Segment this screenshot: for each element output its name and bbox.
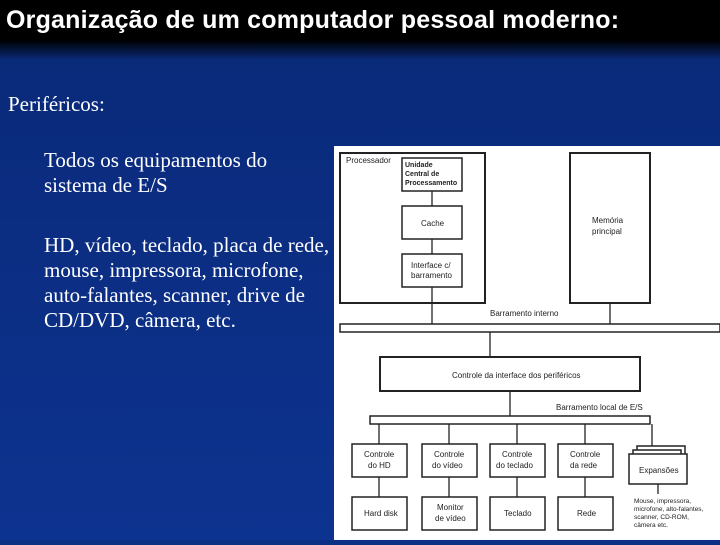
- ucp-label-line-1: Unidade: [405, 162, 433, 169]
- controller-network: [558, 444, 613, 477]
- bus-interface-label-line-2: barramento: [411, 271, 452, 280]
- controller-video-line-1: Controle: [434, 450, 465, 459]
- controller-network-line-2: da rede: [570, 461, 598, 470]
- bus-interface-label-line-1: Interface c/: [411, 261, 451, 270]
- body-paragraph-examples: HD, vídeo, teclado, placa de rede, mouse, impressora, microfone, auto-falantes, scanner, drive de CD/DVD, câmera, etc.: [44, 233, 330, 332]
- device-keyboard: [490, 497, 545, 530]
- controller-hd-line-2: do HD: [368, 461, 391, 470]
- controller-hd: [352, 444, 407, 477]
- body-paragraph-definition: Todos os equipamentos do sistema de E/S: [44, 148, 268, 197]
- expansions-label: Expansões: [639, 466, 679, 475]
- computer-organization-diagram: [334, 146, 720, 540]
- controller-keyboard-line-2: do teclado: [496, 461, 533, 470]
- device-keyboard-label: Teclado: [504, 509, 532, 518]
- svg-text:Teclado: [504, 509, 532, 518]
- internal-bus-bar: [340, 324, 720, 332]
- memory-label-line-1: Memória: [592, 216, 624, 225]
- controller-hd-line-1: Controle: [364, 450, 395, 459]
- peripheral-controller-label: Controle da interface dos periféricos: [452, 371, 581, 380]
- controller-network-line-1: Controle: [570, 450, 601, 459]
- cache-label: Cache: [421, 219, 445, 228]
- device-monitor-line-1: Monitor: [437, 503, 464, 512]
- memory-label-line-2: principal: [592, 227, 622, 236]
- expansion-devices-line-4: câmera etc.: [634, 522, 668, 529]
- controller-keyboard-line-1: Controle: [502, 450, 533, 459]
- ucp-label-line-2: Central de: [405, 171, 440, 178]
- controller-video-line-2: do vídeo: [432, 461, 463, 470]
- svg-text:Rede: [577, 509, 597, 518]
- local-io-bus-label: Barramento local de E/S: [556, 403, 643, 412]
- internal-bus-label: Barramento interno: [490, 309, 559, 318]
- ucp-label-line-3: Processamento: [405, 180, 458, 187]
- processor-label: Processador: [346, 156, 391, 165]
- svg-text:Interface c/ barramento: [411, 261, 453, 280]
- expansion-devices-line-2: microfone, alto-falantes,: [634, 506, 704, 513]
- device-hard-disk: [352, 497, 407, 530]
- slide-title: Organização de um computador pessoal moderno:: [6, 6, 620, 34]
- expansion-devices-line-3: scanner, CD-ROM,: [634, 514, 689, 521]
- local-io-bus-bar: [370, 416, 650, 424]
- device-network-label: Rede: [577, 509, 597, 518]
- device-network: [558, 497, 613, 530]
- expansion-devices-line-1: Mouse, impressora,: [634, 498, 692, 505]
- device-monitor: [422, 497, 477, 530]
- device-monitor-line-2: de vídeo: [435, 514, 466, 523]
- controller-video: [422, 444, 477, 477]
- expansion-devices-text: [634, 498, 705, 529]
- svg-text:Hard disk: [364, 509, 399, 518]
- section-heading: Periféricos:: [8, 92, 105, 116]
- controller-keyboard: [490, 444, 545, 477]
- device-hard-disk-label: Hard disk: [364, 509, 398, 518]
